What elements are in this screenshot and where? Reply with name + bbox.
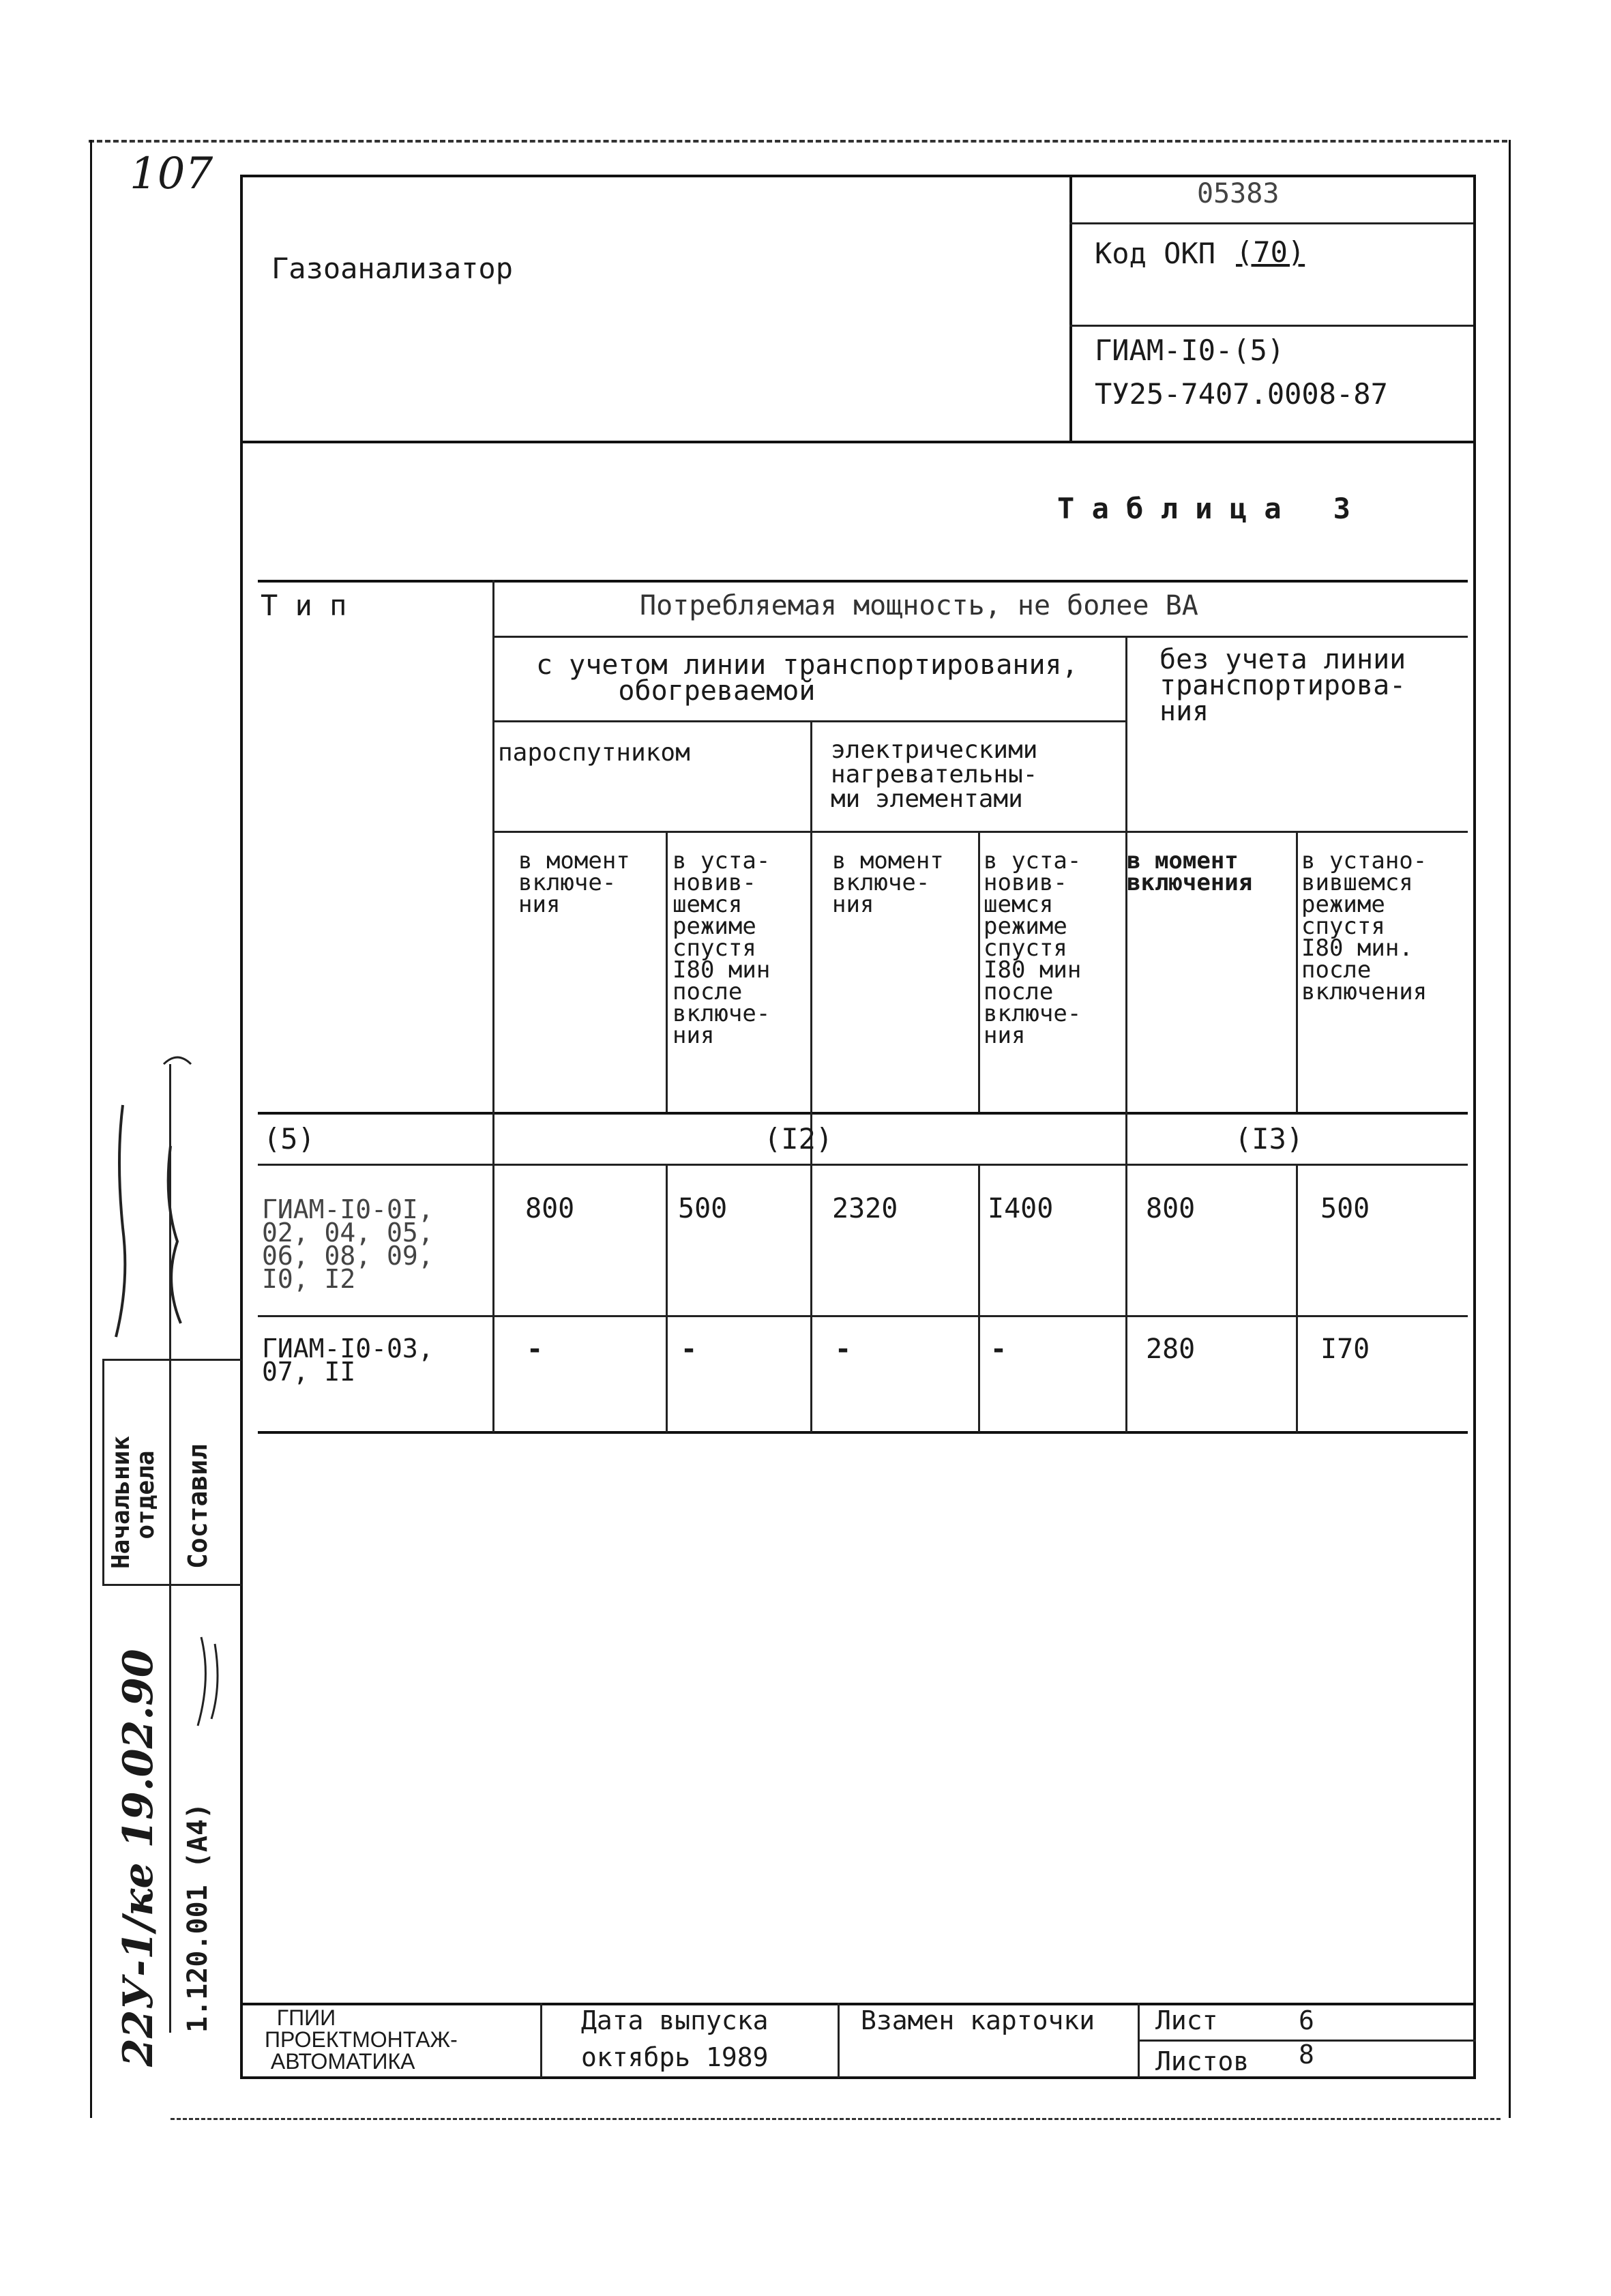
table-row-2-value-3: - [835, 1334, 852, 1365]
right-outer-edge [1509, 140, 1511, 2118]
side-block-bottom [102, 1584, 241, 1586]
table-row-2-value-1: - [527, 1334, 544, 1365]
frame-left [240, 175, 243, 2079]
top-dashed-edge [89, 140, 1507, 143]
type-header: Т и п [261, 589, 347, 622]
frame-right [1473, 175, 1476, 2079]
table-row-1-type: ГИАМ-I0-0I, 02, 04, 05, 06, 08, 09, I0, I2 [262, 1194, 434, 1294]
power-header: Потребляемая мощность, не более ВА [640, 590, 1198, 621]
electric-header: электрическими нагревательны- ми элементами [831, 736, 1038, 813]
table-row-2-value-5: 280 [1146, 1334, 1196, 1365]
archive-note: 1.120.001 (А4) [182, 1802, 213, 2033]
data-col-divider-5 [1296, 1164, 1298, 1432]
okp-value: (70) [1236, 235, 1305, 269]
power-code-a: (I2) [764, 1122, 833, 1156]
header-bottom-line [240, 441, 1476, 443]
footer-issue-label: Дата выпуска [581, 2005, 769, 2035]
sub-header-2: в уста- новив- шемся режиме спустя I80 мин после включе- ния [673, 847, 771, 1049]
doc-code: 05383 [1197, 178, 1280, 209]
side-block-left [102, 1359, 104, 1584]
frame-bottom [240, 2076, 1476, 2079]
bottom-dashed-edge [171, 2118, 1501, 2120]
header-end-line [258, 1112, 1468, 1115]
head-label: Начальник отдела [107, 1435, 160, 1569]
sub-col-divider-5 [1296, 831, 1298, 1112]
table-row-2-value-2: - [681, 1334, 698, 1365]
sub-header-6: в устано- вившемся режиме спустя I80 мин. после включения [1301, 847, 1428, 1005]
signature-initials [184, 1623, 239, 1733]
without-line-header: без учета линии транспортирова- ния [1159, 644, 1406, 727]
steam-electric-divider [810, 720, 812, 1432]
table-row-1-value-4: I400 [988, 1193, 1054, 1224]
footer-sheets-value: 8 [1299, 2040, 1314, 2070]
sub-col-divider-1 [666, 831, 668, 1112]
table-row-1-value-5: 800 [1146, 1193, 1196, 1224]
table-row-2-type: ГИАМ-I0-03, 07, II [262, 1334, 434, 1387]
data-col-divider-1 [666, 1164, 668, 1432]
footer-org: ГПИИ ПРОЕКТМОНТАЖ- АВТОМАТИКА [265, 2005, 458, 2074]
footer-replace-label: Взамен карточки [861, 2005, 1095, 2035]
composer-label: Составил [183, 1443, 213, 1569]
frame-top [240, 175, 1476, 177]
model-line-1: ГИАМ-I0-(5) [1095, 334, 1285, 367]
table-title: Т а б л и ц а 3 [1057, 492, 1350, 525]
footer-divider-1 [540, 2003, 542, 2078]
table-top-line [258, 580, 1468, 583]
footer-issue-value: октябрь 1989 [581, 2042, 769, 2072]
power-header-line [494, 636, 1468, 638]
row1-line [258, 1315, 1468, 1317]
table-row-1-value-3: 2320 [832, 1193, 898, 1224]
sub-header-3: в момент включе- ния [832, 847, 944, 918]
with-line-header-line [494, 720, 1125, 722]
type-code: (5) [263, 1122, 315, 1156]
power-code-b: (I3) [1235, 1122, 1304, 1156]
table-bottom-line [258, 1431, 1468, 1434]
header-row-line-1 [1069, 222, 1473, 224]
table-row-1-value-1: 800 [525, 1193, 575, 1224]
sub-header-5: в момент включения [1127, 847, 1253, 896]
signature-marks [102, 1023, 198, 1351]
with-line-header: с учетом линии транспортирования, обогреваемой [536, 649, 1078, 707]
handwritten-date: 22У-1/ке 19.02.90 [115, 1649, 162, 2067]
footer-sheet-label: Лист [1155, 2005, 1218, 2035]
footer-sheet-value: 6 [1299, 2005, 1314, 2035]
sub-col-divider-3 [978, 831, 980, 1112]
table-row-2-value-6: I70 [1320, 1334, 1370, 1365]
table-row-1-value-6: 500 [1320, 1193, 1370, 1224]
data-col-divider-3 [978, 1164, 980, 1432]
footer-top-line [240, 2003, 1476, 2005]
model-line-2: ТУ25-7407.0008-87 [1095, 377, 1388, 411]
page-mark: 107 [130, 149, 213, 199]
steam-electric-line [494, 831, 1468, 833]
header-divider [1069, 175, 1072, 441]
footer-divider-2 [838, 2003, 840, 2078]
footer-sheets-label: Листов [1155, 2046, 1250, 2076]
okp-label: Код ОКП [1095, 237, 1216, 270]
table-row-2-value-4: - [990, 1334, 1007, 1365]
steam-header: пароспутником [498, 739, 690, 767]
sub-header-1: в момент включе- ния [518, 847, 630, 918]
side-block-top [102, 1359, 241, 1361]
with-without-divider [1125, 636, 1127, 1432]
left-outer-edge [90, 140, 92, 2118]
header-row-line-2 [1069, 325, 1473, 327]
type-col-divider [492, 580, 494, 1432]
code-row-line [258, 1164, 1468, 1166]
product-name: Газоанализатор [271, 252, 514, 285]
sub-header-4: в уста- новив- шемся режиме спустя I80 мин после включе- ния [984, 847, 1082, 1049]
table-row-1-value-2: 500 [678, 1193, 728, 1224]
